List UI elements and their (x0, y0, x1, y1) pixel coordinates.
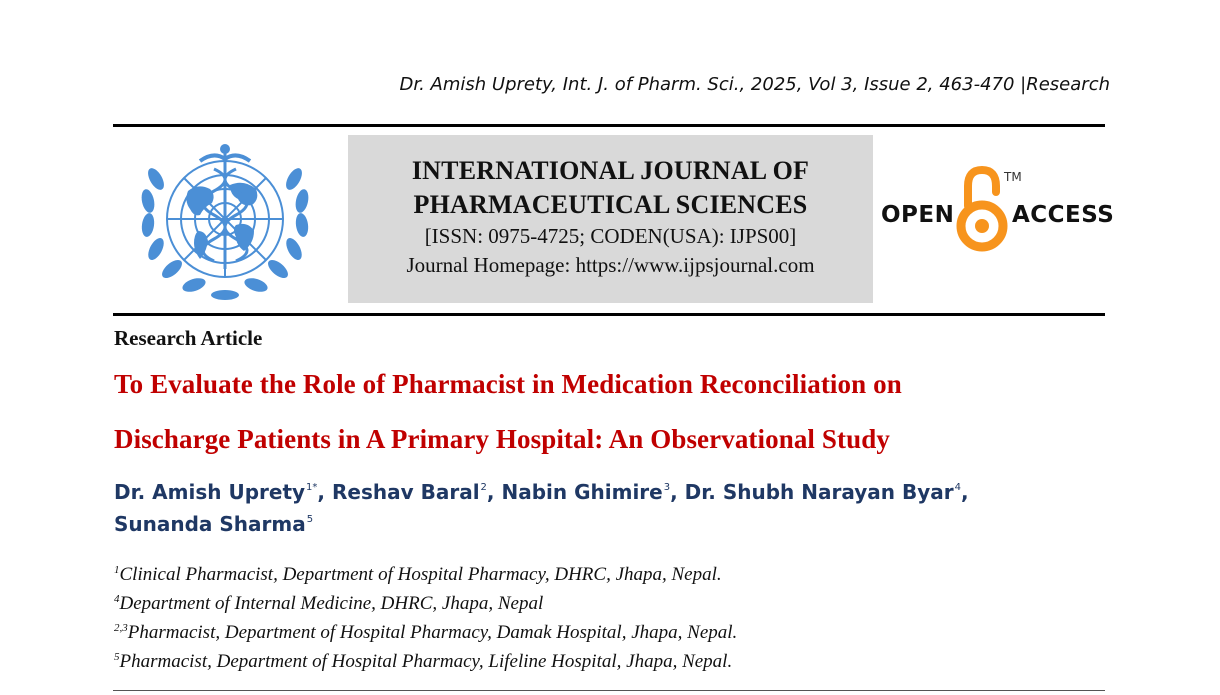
author-list-line-1 (114, 480, 969, 504)
open-access-badge (878, 164, 1115, 254)
journal-info-box (348, 135, 873, 303)
author-affiliation-marker: 4 (954, 482, 961, 493)
footer-divider-rule (113, 690, 1105, 691)
trademark-symbol: TM (1004, 170, 1022, 184)
author-name: Dr. Amish Uprety (114, 480, 306, 504)
open-access-word-open: OPEN (881, 202, 955, 228)
author-list-line-2 (114, 512, 313, 536)
affiliation-text: Department of Internal Medicine, DHRC, Jhapa, Nepal (119, 593, 544, 614)
header-top-rule (113, 124, 1105, 127)
article-title-line-2: Discharge Patients in A Primary Hospital: An Observational Study (114, 424, 890, 454)
header-bottom-rule (113, 313, 1105, 316)
journal-title-line-1: INTERNATIONAL JOURNAL OF (411, 156, 810, 185)
author-separator: , (317, 480, 332, 504)
author-separator: , (670, 480, 685, 504)
affiliation-text: Pharmacist, Department of Hospital Pharmacy, Damak Hospital, Jhapa, Nepal. (127, 622, 738, 643)
author-affiliation-marker: 3 (663, 482, 671, 493)
affiliation-text: Clinical Pharmacist, Department of Hospital Pharmacy, DHRC, Jhapa, Nepal. (119, 564, 722, 585)
affiliation-marker: 1 (114, 564, 120, 576)
affiliation-item (114, 564, 722, 586)
journal-issn: [ISSN: 0975-4725; CODEN(USA): IJPS00] (424, 224, 797, 248)
author-affiliation-marker: 5 (306, 514, 314, 525)
author-name: Dr. Shubh Narayan Byar (684, 480, 954, 504)
affiliation-marker: 2,3 (114, 622, 128, 634)
affiliation-marker: 4 (114, 593, 120, 605)
author-separator: , (486, 480, 502, 504)
journal-title-line-2: PHARMACEUTICAL SCIENCES (413, 190, 808, 219)
open-access-word-access: ACCESS (1012, 202, 1115, 228)
affiliation-marker: 5 (114, 651, 120, 663)
affiliation-text: Pharmacist, Department of Hospital Pharmacy, Lifeline Hospital, Jhapa, Nepal. (119, 651, 733, 672)
open-access-lock-icon (956, 166, 1008, 252)
author-affiliation-marker: 2 (480, 482, 487, 493)
author-affiliation-marker: 1* (306, 482, 318, 493)
affiliation-item (114, 622, 737, 644)
article-title-line-1: To Evaluate the Role of Pharmacist in Medication Reconciliation on (114, 369, 902, 399)
author-name: Sunanda Sharma (114, 512, 306, 536)
author-name: Reshav Baral (331, 480, 480, 504)
author-separator: , (960, 480, 969, 504)
running-head: Dr. Amish Uprety, Int. J. of Pharm. Sci., 2025, Vol 3, Issue 2, 463-470 |Research (399, 74, 1110, 95)
affiliation-item (114, 651, 732, 673)
journal-homepage: Journal Homepage: https://www.ijpsjournal.com (406, 253, 815, 277)
affiliation-item (114, 593, 543, 615)
author-name: Nabin Ghimire (501, 480, 663, 504)
un-emblem-logo (126, 139, 324, 305)
journal-title (348, 154, 873, 222)
article-type-label: Research Article (114, 326, 263, 350)
